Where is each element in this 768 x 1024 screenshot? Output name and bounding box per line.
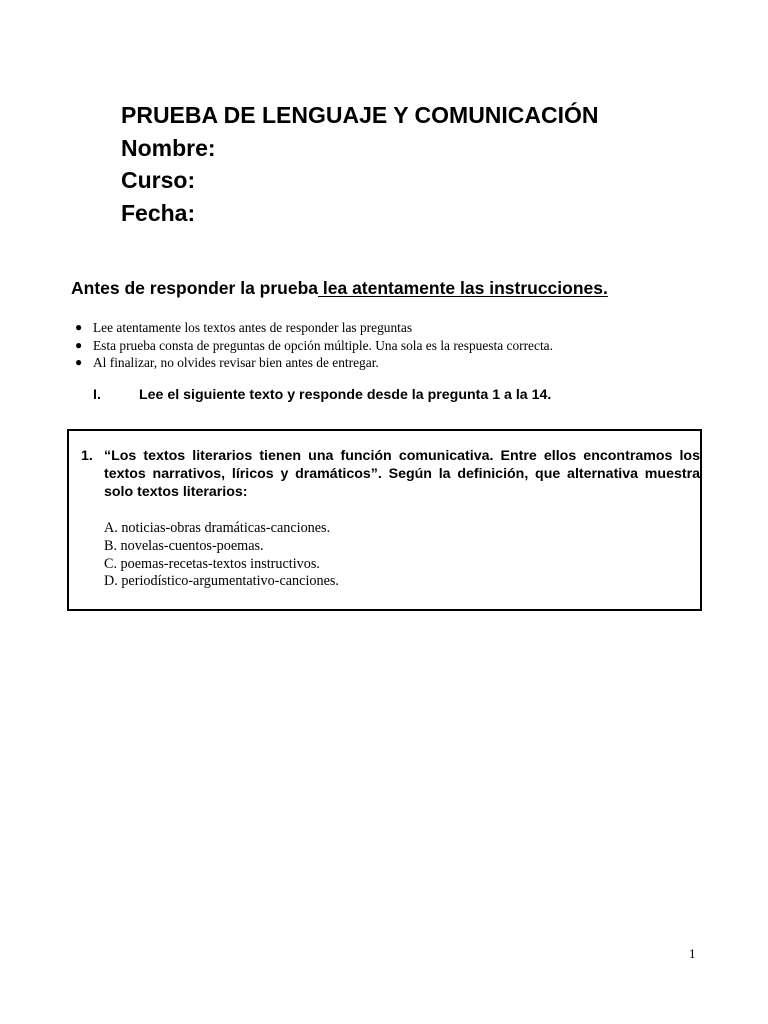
- answer-option-d: D. periodístico-argumentativo-canciones.: [104, 573, 339, 590]
- exam-title: PRUEBA DE LENGUAJE Y COMUNICACIÓN: [121, 102, 599, 128]
- question-number: 1.: [81, 448, 93, 464]
- instruction-text: Lee atentamente los textos antes de responder las preguntas: [93, 320, 413, 335]
- instructions-list: [71, 319, 553, 372]
- bullet-icon: ●: [75, 337, 83, 352]
- answer-option-b: B. novelas-cuentos-poemas.: [104, 537, 264, 554]
- question-box: [67, 429, 702, 611]
- instruction-text: Esta prueba consta de preguntas de opción múltiple. Una sola es la respuesta correcta.: [93, 337, 553, 353]
- page-number: 1: [689, 946, 696, 961]
- bullet-icon: ●: [75, 355, 83, 369]
- section-number: I.: [93, 387, 101, 403]
- instruction-item: [71, 337, 553, 355]
- section-heading: [93, 387, 551, 403]
- instruction-item: [71, 319, 553, 337]
- instructions-heading-prefix: Antes de responder la prueba: [71, 278, 319, 298]
- instruction-text: Al finalizar, no olvides revisar bien antes de entregar.: [93, 355, 379, 370]
- bullet-icon: ●: [75, 320, 83, 334]
- instruction-item: [71, 354, 553, 372]
- name-label: Nombre:: [121, 134, 216, 161]
- answer-option-a: A. noticias-obras dramáticas-canciones.: [104, 520, 331, 536]
- answer-options: [104, 520, 339, 591]
- exam-header: [121, 99, 599, 229]
- section-text: Lee el siguiente texto y responde desde la pregunta 1 a la 14.: [139, 387, 552, 403]
- date-label: Fecha:: [121, 199, 196, 226]
- instructions-heading: [71, 278, 608, 299]
- answer-option-c: C. poemas-recetas-textos instructivos.: [104, 555, 320, 572]
- question: [81, 447, 700, 502]
- question-text: “Los textos literarios tienen una función comunicativa. Entre ellos encontramos los textos narrativos, líricos y dramáticos”. Según la definición, que alternativa muestra solo textos literarios:: [104, 448, 700, 501]
- course-label: Curso:: [121, 167, 196, 193]
- instructions-heading-underlined: lea atentamente las instrucciones.: [318, 278, 608, 298]
